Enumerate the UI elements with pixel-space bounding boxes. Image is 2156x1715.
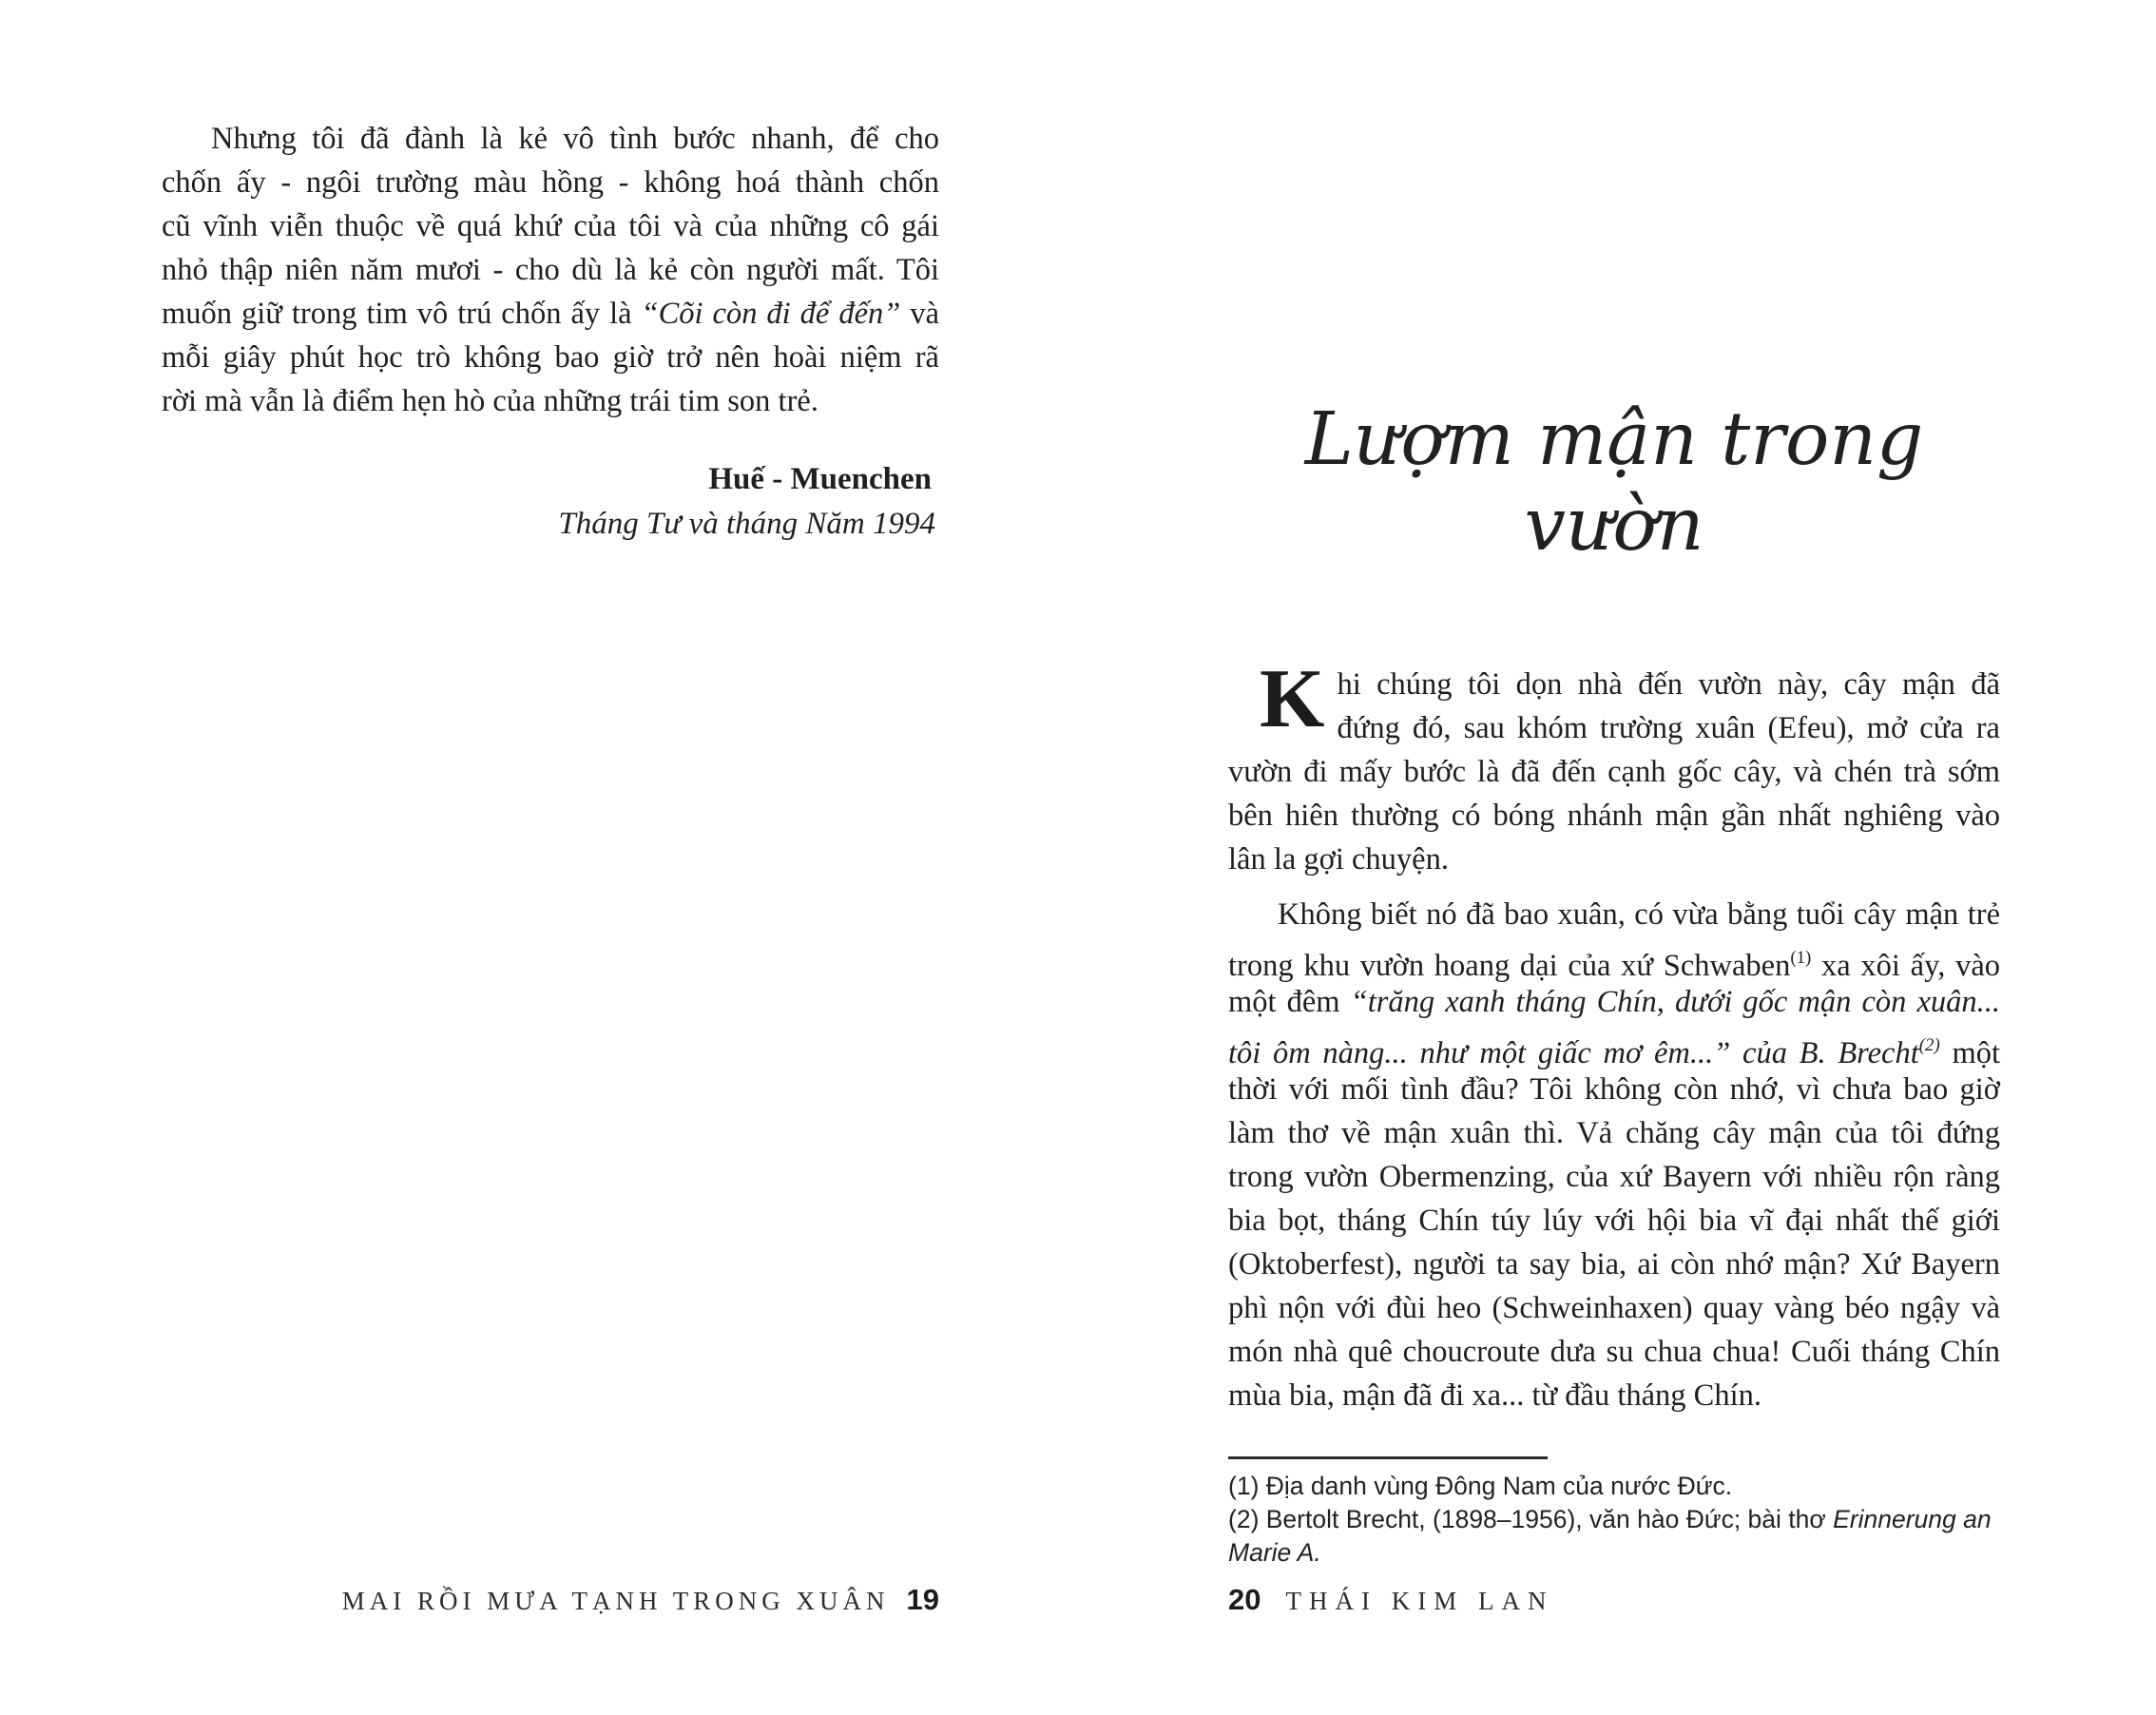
left-page-text-block — [162, 117, 939, 547]
text-segment: (2) Bertolt Brecht, (1898–1956), văn hào Đức; bài thơ — [1228, 1505, 1834, 1533]
running-book-title: MAI RỒI MƯA TẠNH TRONG XUÂN — [341, 1587, 890, 1615]
text-line — [1228, 1068, 2000, 1111]
text-segment: trong vườn Obermenzing, của xứ Bayern với nhiều rộn ràng — [1228, 1160, 2000, 1194]
chapter-title: Lượm mận trong vườn — [1304, 397, 1924, 568]
date-line: Tháng Tư và tháng Năm 1994 — [558, 507, 935, 541]
text-line — [1228, 1330, 2000, 1374]
text-line — [1228, 838, 2000, 881]
text-line — [162, 336, 939, 379]
text-line — [1228, 936, 2000, 983]
text-line — [1228, 750, 2000, 794]
text-segment: một đêm — [1228, 985, 1351, 1019]
text-line — [1228, 663, 2000, 706]
text-line — [1228, 1111, 2000, 1155]
text-line — [1228, 794, 2000, 838]
text-line — [162, 161, 939, 204]
text-line — [1228, 1024, 2000, 1068]
text-segment: hi chúng tôi dọn nhà đến vườn này, cây mận đã — [1337, 667, 2000, 702]
text-segment: (Oktoberfest), người ta say bia, ai còn nhớ mận? Xứ Bayern — [1228, 1247, 2000, 1281]
text-line — [1228, 1199, 2000, 1243]
text-line — [1228, 980, 2000, 1024]
text-segment: phì nộn với đùi heo (Schweinhaxen) quay vàng béo ngậy và — [1228, 1291, 2000, 1325]
text-line — [1228, 893, 2000, 936]
right-page-text-block — [1228, 653, 2001, 1417]
paragraph-2 — [1228, 893, 2000, 1417]
right-page-footer — [1228, 1583, 2000, 1617]
text-segment: lân la gợi chuyện. — [1228, 842, 1449, 877]
text-segment: tôi ôm nàng... như một giấc mơ êm...” của B. Brecht — [1228, 1036, 1919, 1070]
text-segment: đứng đó, sau khóm trường xuân (Efeu), mở cửa ra — [1337, 711, 2000, 745]
footnote-marker: (2) — [1918, 1035, 1940, 1055]
footnote-lines — [1228, 1470, 2000, 1567]
text-segment: làm thơ về mận xuân thì. Vả chăng cây mận của tôi đứng — [1228, 1116, 2000, 1150]
text-segment: và — [900, 297, 939, 331]
text-segment: “trăng xanh tháng Chín, dưới gốc mận còn xuân... — [1350, 985, 2001, 1019]
running-author-name: THÁI KIM LAN — [1285, 1587, 1554, 1615]
text-line — [1228, 1503, 2000, 1567]
footnote-rule — [1228, 1456, 1548, 1459]
text-segment: “Cõi còn đi để đến” — [641, 297, 901, 331]
text-segment: rời mà vẫn là điểm hẹn hò của những trái tim son trẻ. — [162, 384, 818, 418]
text-line — [162, 117, 939, 161]
text-line — [1228, 1374, 2000, 1417]
text-segment: Không biết nó đã bao xuân, có vừa bằng tuổi cây mận trẻ — [1278, 897, 2000, 932]
text-line — [162, 292, 939, 336]
text-line — [162, 248, 939, 292]
text-line — [1228, 1286, 2000, 1330]
text-line — [162, 379, 939, 423]
text-segment: Nhưng tôi đã đành là kẻ vô tình bước nhanh, để cho — [211, 122, 939, 156]
drop-cap: K — [1260, 653, 1325, 745]
text-segment: một — [1939, 1036, 2001, 1070]
page-number-20: 20 — [1228, 1583, 1261, 1616]
text-segment: thời với mối tình đầu? Tôi không còn nhớ, vì chưa bao giờ — [1228, 1072, 2000, 1107]
text-segment: Erinnerung an Marie A. — [1228, 1505, 1992, 1567]
text-line — [1228, 1155, 2000, 1199]
text-line — [1228, 1470, 2000, 1503]
signature-line: Huế - Muenchen — [708, 462, 932, 496]
footnote-marker: (1) — [1790, 948, 1812, 968]
text-line — [1228, 1243, 2000, 1286]
text-segment: (1) Địa danh vùng Đông Nam của nước Đức. — [1228, 1472, 1733, 1500]
text-segment: nhỏ thập niên năm mươi - cho dù là kẻ còn người mất. Tôi — [162, 253, 939, 287]
paragraph-1-lines — [1228, 653, 2000, 881]
text-segment: xa xôi ấy, vào — [1811, 949, 2000, 983]
text-segment: mùa bia, mận đã đi xa... từ đầu tháng Chín. — [1228, 1378, 1761, 1413]
left-page-paragraph — [162, 117, 939, 423]
paragraph-1 — [1228, 653, 2000, 881]
text-segment: mỗi giây phút học trò không bao giờ trở nên hoài niệm rã — [162, 340, 939, 375]
text-segment: bên hiên thường có bóng nhánh mận gần nhất nghiêng vào — [1228, 799, 2000, 833]
text-segment: trong khu vườn hoang dại của xứ Schwaben — [1228, 949, 1791, 983]
text-line — [162, 204, 939, 248]
text-segment: món nhà quê choucroute dưa su chua chua! Cuối tháng Chín — [1228, 1335, 2000, 1369]
footnote-block — [1228, 1456, 2000, 1567]
text-line — [1228, 706, 2000, 750]
text-segment: cũ vĩnh viễn thuộc về quá khứ của tôi và của những cô gái — [162, 209, 939, 243]
text-segment: vườn đi mấy bước là đã đến cạnh gốc cây, và chén trà sớm — [1228, 755, 2000, 789]
left-page-footer — [162, 1583, 939, 1617]
text-segment: bia bọt, tháng Chín túy lúy với hội bia vĩ đại nhất thế giới — [1228, 1204, 2000, 1238]
text-segment: muốn giữ trong tim vô trú chốn ấy là — [162, 297, 642, 331]
text-segment: chốn ấy - ngôi trường màu hồng - không hoá thành chốn — [162, 165, 939, 200]
page-number-19: 19 — [906, 1583, 939, 1616]
